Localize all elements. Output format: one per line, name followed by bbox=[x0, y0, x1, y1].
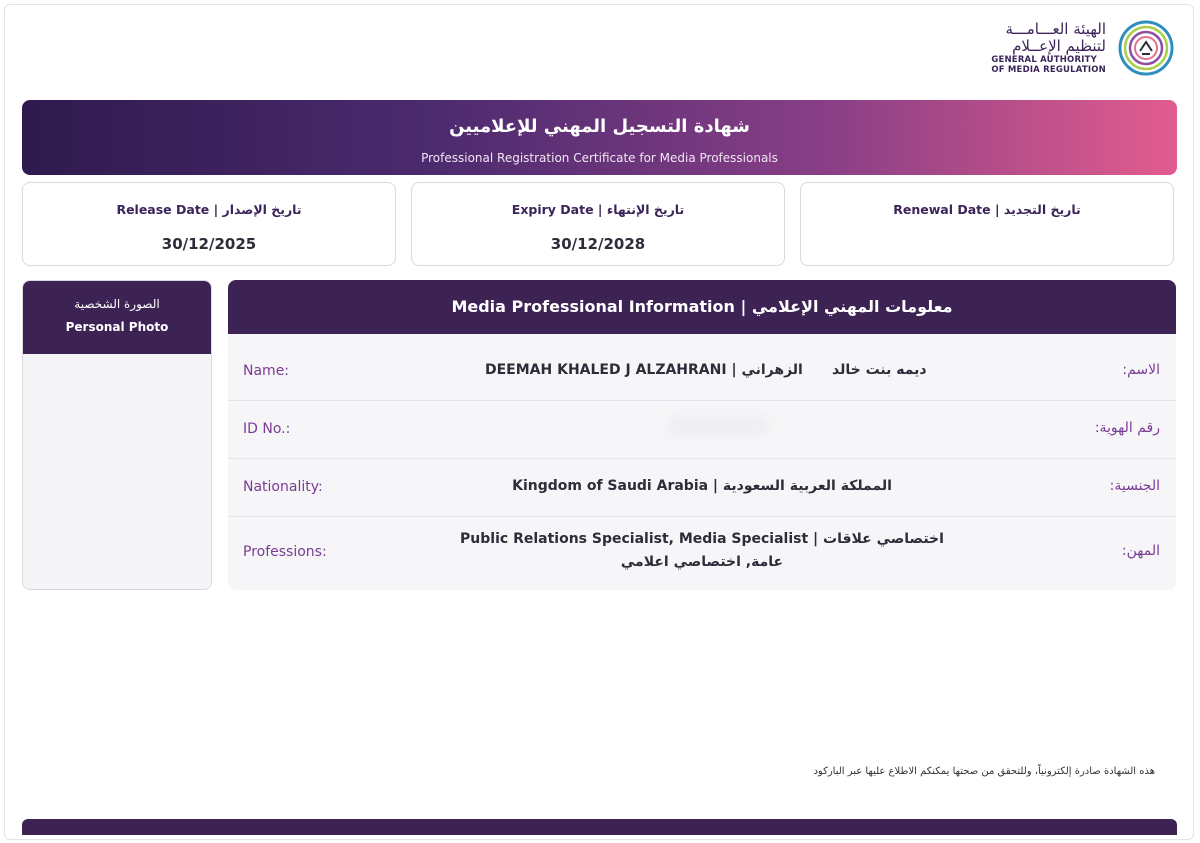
verification-note: هذه الشهادة صادرة إلكترونياً، وللتحقق من صحتها يمكنكم الاطلاع عليها عبر الباركود bbox=[813, 766, 1155, 777]
name-value-ar: ديمه بنت خالد bbox=[832, 362, 927, 378]
banner-title-ar: شهادة التسجيل المهني للإعلاميين bbox=[449, 116, 750, 137]
id-value-redacted bbox=[668, 417, 768, 435]
professions-value-line1: Public Relations Specialist, Media Specialist | اختصاصي علاقات bbox=[460, 531, 944, 547]
release-date-label: Release Date | تاريخ الإصدار bbox=[116, 202, 302, 217]
authority-logo bbox=[991, 18, 1176, 78]
nationality-label-ar: الجنسية: bbox=[1109, 478, 1160, 494]
id-row bbox=[228, 400, 1176, 459]
professions-label-en: Professions: bbox=[243, 544, 327, 560]
release-date-card bbox=[22, 182, 396, 266]
footer-bar bbox=[22, 819, 1177, 835]
nationality-label-en: Nationality: bbox=[243, 479, 323, 495]
expiry-date-value: 30/12/2028 bbox=[550, 235, 646, 253]
renewal-date-label: Renewal Date | تاريخ التجديد bbox=[893, 202, 1081, 217]
release-date-value: 30/12/2025 bbox=[161, 235, 257, 253]
logo-name-ar-2: لتنظيم الإعــلام bbox=[1012, 37, 1106, 55]
id-label-ar: رقم الهوية: bbox=[1094, 420, 1160, 436]
logo-name-en-1: GENERAL AUTHORITY bbox=[991, 55, 1097, 65]
logo-text bbox=[991, 21, 1106, 75]
professions-label-ar: المهن: bbox=[1121, 543, 1160, 559]
name-row bbox=[228, 342, 1176, 401]
professions-value-line2: عامة, اختصاصي اعلامي bbox=[620, 554, 784, 570]
logo-name-ar-1: الهيئة العـــامـــة bbox=[1005, 20, 1106, 38]
id-label-en: ID No.: bbox=[243, 421, 291, 437]
name-value-en: DEEMAH KHALED J ALZAHRANI | الزهراني bbox=[485, 362, 803, 378]
renewal-date-card bbox=[800, 182, 1174, 266]
nationality-value: Kingdom of Saudi Arabia | المملكة العربية السعودية bbox=[512, 478, 892, 494]
professions-row bbox=[228, 516, 1176, 590]
photo-label-en: Personal Photo bbox=[65, 320, 169, 334]
name-label-ar: الاسم: bbox=[1122, 362, 1160, 378]
personal-photo-panel bbox=[22, 280, 212, 590]
media-professional-info-panel bbox=[228, 280, 1176, 590]
logo-name-en-2: OF MEDIA REGULATION bbox=[991, 65, 1106, 75]
expiry-date-card bbox=[411, 182, 785, 266]
info-header: Media Professional Information | معلومات المهني الإعلامي bbox=[228, 280, 1176, 334]
photo-placeholder bbox=[23, 354, 211, 590]
photo-label-ar: الصورة الشخصية bbox=[74, 297, 160, 311]
banner-title-en: Professional Registration Certificate for Media Professionals bbox=[421, 151, 778, 165]
nationality-row bbox=[228, 458, 1176, 517]
photo-header bbox=[23, 281, 211, 354]
authority-emblem-icon bbox=[1116, 18, 1176, 78]
expiry-date-label: Expiry Date | تاريخ الإنتهاء bbox=[511, 202, 685, 217]
certificate-banner bbox=[22, 100, 1177, 175]
name-label-en: Name: bbox=[243, 363, 290, 379]
